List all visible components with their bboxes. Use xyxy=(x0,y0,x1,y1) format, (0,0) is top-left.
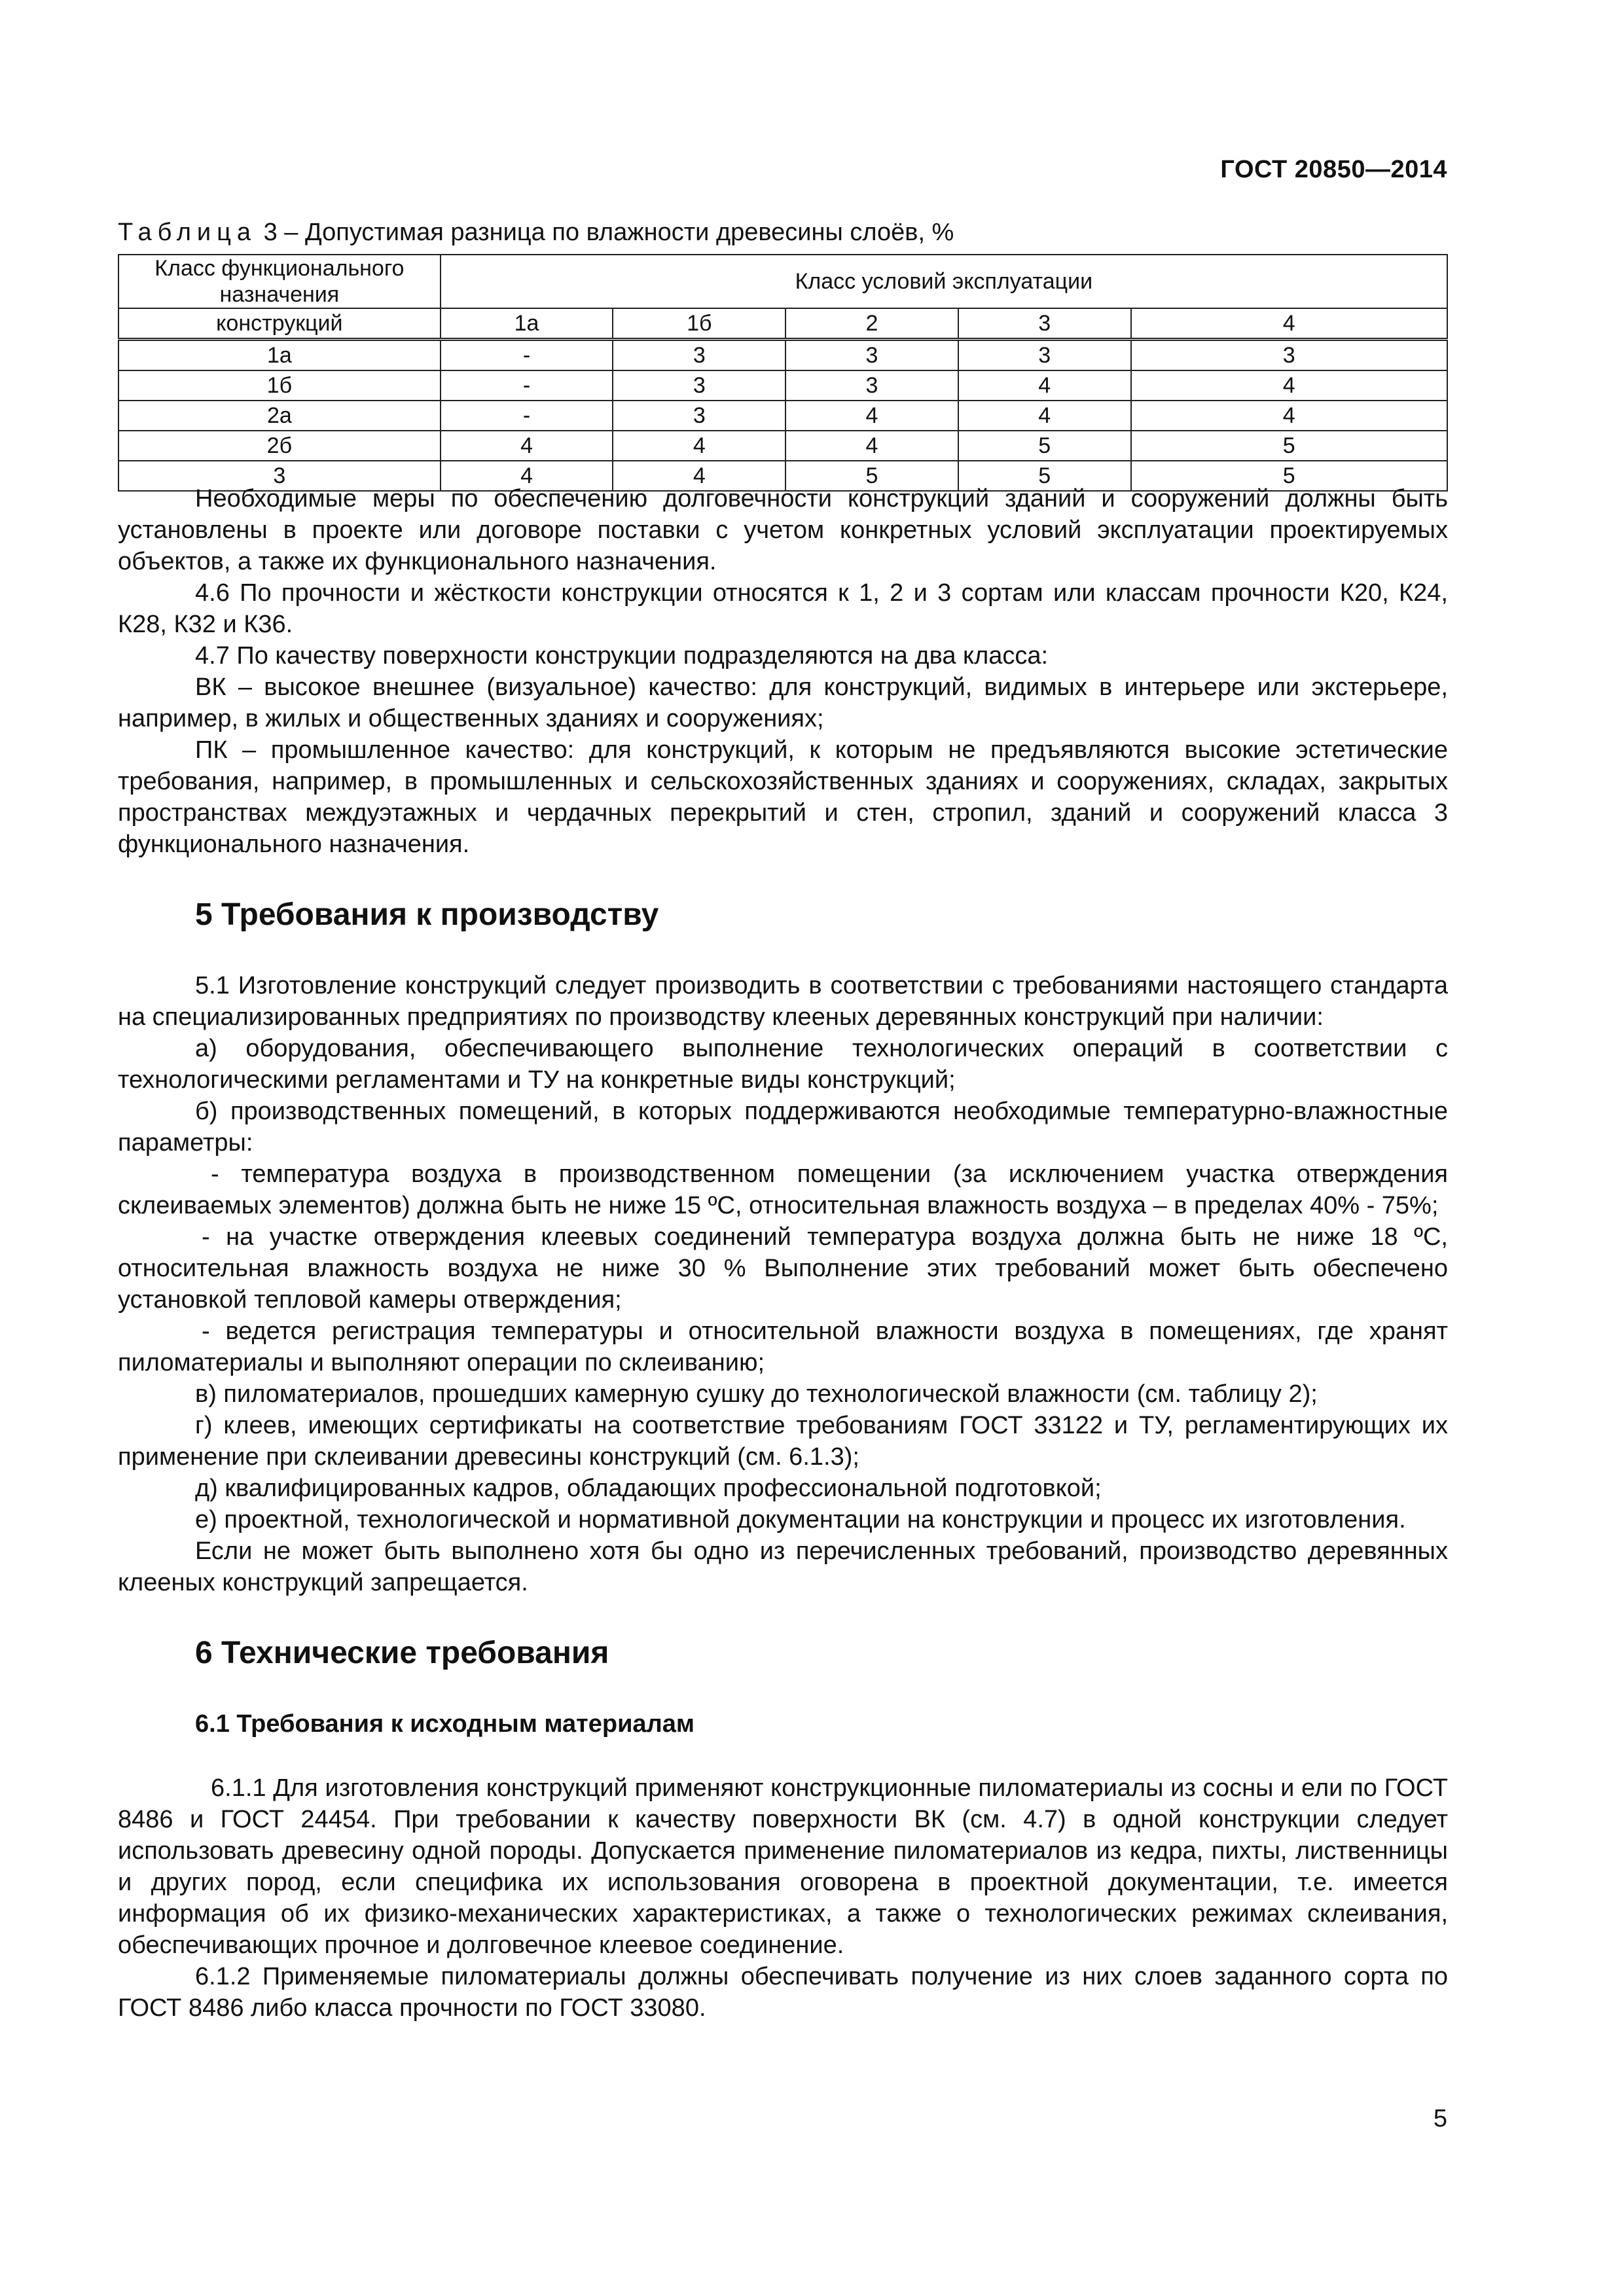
table-cell: 3 xyxy=(785,340,958,371)
table-column-header: 4 xyxy=(1131,308,1447,340)
list-item: в) пиломатериалов, прошедших камерную сушку до технологической влажности (см. таблицу 2); xyxy=(195,1380,1318,1408)
table-cell: 3 xyxy=(613,370,785,401)
table-row-label: 3 xyxy=(118,461,441,491)
table-cell: 5 xyxy=(785,461,958,491)
body-paragraph: Если не может быть выполнено хотя бы одно из перечисленных требований, производство деревянных клееных конструкций запрещается. xyxy=(118,1537,1448,1596)
table-row-label: 1б xyxy=(118,370,441,401)
table-column-header: 1а xyxy=(441,308,613,340)
table-group-header: Класс условий эксплуатации xyxy=(441,255,1447,308)
list-item: б) производственных помещений, в которых поддерживаются необходимые температурно-влажностные параметры: xyxy=(118,1098,1448,1157)
body-paragraph: 6.1.1 Для изготовления конструкций применяют конструкционные пиломатериалы из сосны и ели по ГОСТ 8486 и ГОСТ 24454. При требовании к качеству поверхности ВК (см. 4.7) в одной конструкции следует использовать древесину одной породы. Допускается применение пиломатериалов из кедра, пихты, лиственницы и других пород, если специфика их использования оговорена в проектной документации, т.е. имеется информация об их физико-механических характеристиках, а также о технологических режимах склеивания, обеспечивающих прочное и долговечное клеевое соединение. xyxy=(118,1774,1448,1959)
section-heading-5: 5 Требования к производству xyxy=(195,897,659,932)
table-cell: 4 xyxy=(441,431,613,461)
table-cell: 3 xyxy=(613,401,785,431)
table-column-header: 3 xyxy=(958,308,1131,340)
table-row xyxy=(118,401,1447,431)
table-cell: - xyxy=(441,370,613,401)
humidity-difference-table xyxy=(118,254,1448,492)
table-row-header-bottom: конструкций xyxy=(118,308,441,340)
table-cell: 4 xyxy=(613,431,785,461)
table-row-label: 1а xyxy=(118,340,441,371)
body-paragraph: 5.1 Изготовление конструкций следует производить в соответствии с требованиями настоящего стандарта на специализированных предприятиях по производству клееных деревянных конструкций при наличии: xyxy=(118,972,1448,1031)
table-row xyxy=(118,340,1447,371)
body-paragraph: ВК – высокое внешнее (визуальное) качество: для конструкций, видимых в интерьере или экстерьере, например, в жилых и общественных зданиях и сооружениях; xyxy=(118,673,1448,732)
table-cell: 4 xyxy=(785,401,958,431)
list-item: - на участке отверждения клеевых соединений температура воздуха должна быть не ниже 18 ºС, относительная влажность воздуха не ниже 30 % Выполнение этих требований может быть обеспечено установкой тепловой камеры отверждения; xyxy=(118,1223,1448,1314)
table-row xyxy=(118,431,1447,461)
table-cell: 3 xyxy=(613,340,785,371)
list-item: а) оборудования, обеспечивающего выполнение технологических операций в соответствии с технологическими регламентами и ТУ на конкретные виды конструкций; xyxy=(118,1035,1448,1094)
list-item: - температура воздуха в производственном помещении (за исключением участка отверждения склеиваемых элементов) должна быть не ниже 15 ºС, относительная влажность воздуха – в пределах 40% - 75%; xyxy=(118,1160,1448,1219)
body-paragraph: ПК – промышленное качество: для конструкций, к которым не предъявляются высокие эстетические требования, например, в промышленных и сельскохозяйственных зданиях и сооружениях, складах, закрытых пространствах междуэтажных и чердачных перекрытий и стен, стропил, зданий и сооружений класса 3 функционального назначения. xyxy=(118,736,1448,858)
table-caption-text: 3 – Допустимая разница по влажности древесины слоёв, % xyxy=(263,219,954,246)
table-cell: - xyxy=(441,340,613,371)
list-item: д) квалифицированных кадров, обладающих профессиональной подготовкой; xyxy=(195,1475,1102,1502)
table-cell: 4 xyxy=(785,431,958,461)
table-cell: - xyxy=(441,401,613,431)
table-cell: 4 xyxy=(441,461,613,491)
list-item: г) клеев, имеющих сертификаты на соответствие требованиям ГОСТ 33122 и ТУ, регламентирующих их применение при склеивании древесины конструкций (см. 6.1.3); xyxy=(118,1412,1448,1471)
table-cell: 5 xyxy=(1131,461,1447,491)
table-cell: 5 xyxy=(958,431,1131,461)
table-cell: 4 xyxy=(1131,370,1447,401)
table-cell: 5 xyxy=(958,461,1131,491)
table-cell: 5 xyxy=(1131,431,1447,461)
table-column-header: 1б xyxy=(613,308,785,340)
table-row xyxy=(118,370,1447,401)
table-row-label: 2б xyxy=(118,431,441,461)
list-item: - ведется регистрация температуры и относительной влажности воздуха в помещениях, где хранят пиломатериалы и выполняют операции по склеиванию; xyxy=(118,1318,1448,1376)
table-cell: 4 xyxy=(1131,401,1447,431)
table-row-header-top: Класс функционального назначения xyxy=(118,255,441,308)
table-caption-word: Таблица xyxy=(118,219,257,246)
document-body xyxy=(118,483,1448,2024)
section-heading-6: 6 Технические требования xyxy=(195,1636,609,1670)
table-cell: 4 xyxy=(958,401,1131,431)
page-number: 5 xyxy=(1433,2105,1447,2132)
body-paragraph: 4.7 По качеству поверхности конструкции подразделяются на два класса: xyxy=(195,642,1049,670)
table-cell: 4 xyxy=(958,370,1131,401)
table-row-label: 2а xyxy=(118,401,441,431)
table-cell: 4 xyxy=(613,461,785,491)
subsection-heading-6-1: 6.1 Требования к исходным материалам xyxy=(195,1710,695,1738)
body-paragraph: 4.6 По прочности и жёсткости конструкции относятся к 1, 2 и 3 сортам или классам прочности К20, К24, К28, К32 и К36. xyxy=(118,579,1448,638)
table-caption xyxy=(118,219,954,247)
body-paragraph: 6.1.2 Применяемые пиломатериалы должны обеспечивать получение из них слоев заданного сорта по ГОСТ 8486 либо класса прочности по ГОСТ 33080. xyxy=(118,1963,1448,2022)
table-cell: 3 xyxy=(1131,340,1447,371)
body-paragraph: Необходимые меры по обеспечению долговечности конструкций зданий и сооружений должны быть установлены в проекте или договоре поставки с учетом конкретных условий эксплуатации проектируемых объектов, а также их функционального назначения. xyxy=(118,485,1448,575)
list-item: е) проектной, технологической и нормативной документации на конструкции и процесс их изготовления. xyxy=(195,1506,1406,1534)
table-column-header: 2 xyxy=(785,308,958,340)
document-code: ГОСТ 20850—2014 xyxy=(1220,156,1447,183)
table-cell: 3 xyxy=(958,340,1131,371)
table-cell: 3 xyxy=(785,370,958,401)
